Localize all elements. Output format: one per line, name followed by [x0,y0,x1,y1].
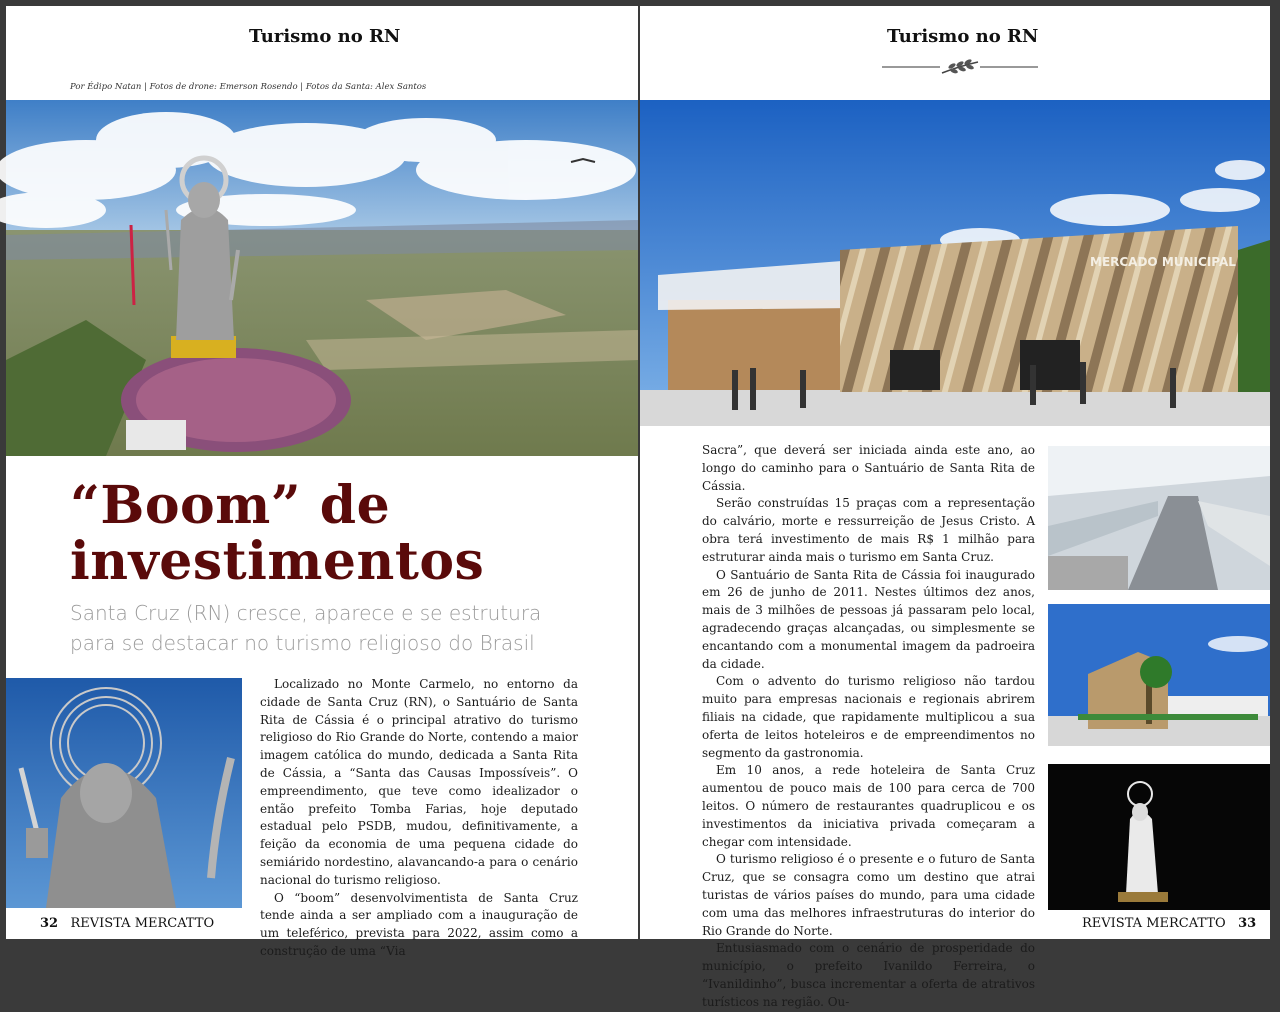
market-building-photo [640,100,1270,426]
magazine-name: REVISTA MERCATTO [1082,916,1226,931]
paragraph: Serão construídas 15 praças com a representação do calvário, morte e ressurreição de Jesus Cristo. A obra terá investimento de mais R$ 1 milhão para estruturar ainda mais o turismo em Santa Cruz. [702,496,1035,564]
left-page [6,6,638,958]
left-footer [40,916,214,931]
wheat-ornament-icon [882,56,1038,78]
paragraph: O turismo religioso é o presente e o futuro de Santa Cruz, que se consagra como um destino que atrai turistas de vários países do mundo, para uma cidade com uma das melhores infraestruturas do interior do Rio Grande do Norte. [702,852,1035,938]
right-footer [1082,916,1256,931]
section-title: Turismo no RN [887,26,1039,47]
market-exterior-photo [1048,604,1270,746]
page-number: 32 [40,916,59,931]
page-number: 33 [1238,916,1257,931]
paragraph: Sacra”, que deverá ser iniciada ainda este ano, ao longo do caminho para o Santuário de Santa Rita de Cássia. [702,443,1035,493]
left-body-column [260,676,578,961]
paragraph: O “boom” desenvolvimentista de Santa Cruz tende ainda a ser ampliado com a inauguração de um teleférico, prevista para 2022, assim como a construção de uma “Via [260,890,578,958]
right-page [640,6,1270,1009]
headline-line1: “Boom” de [70,475,391,536]
statue-closeup-photo [6,678,242,908]
paragraph: Localizado no Monte Carmelo, no entorno da cidade de Santa Cruz (RN), o Santuário de Santa Rita de Cássia é o principal atrativo do turismo religioso do Rio Grande do Norte, contendo a maior imagem católica do mundo, dedicada a Santa Rita de Cássia, a “Santa das Causas Impossíveis”. O empreendimento, que teve como idealizador o então prefeito Tomba Farias, hoje deputado estadual pelo PSDB, mudou, definitivamente, a feição da economia de uma pequena cidade do semiárido nordestino, alavancando-a para o cenário nacional do turismo religioso. [260,677,578,887]
paragraph: Entusiasmado com o cenário de prosperidade do município, o prefeito Ivanildo Ferreira, o “Ivanildinho”, busca incrementar a oferta de atrativos turísticos na região. Ou- [702,941,1035,1009]
section-title: Turismo no RN [249,26,401,47]
market-interior-photo [1048,446,1270,590]
deck-subtitle: Santa Cruz (RN) cresce, aparece e se estrutura para se destacar no turismo religioso do Brasil [70,601,542,655]
magazine-name: REVISTA MERCATTO [70,916,215,931]
aerial-statue-photo [6,100,638,456]
paragraph: O Santuário de Santa Rita de Cássia foi inaugurado em 26 de junho de 2011. Nestes últimos dez anos, mais de 3 milhões de pessoas já passaram pelo local, agradecendo graças alcançadas, ou simplesmente se encantando com a monumental imagem da padroeira da cidade. [702,567,1035,671]
right-body-column [702,442,1035,1012]
photo-credits: Por Édipo Natan | Fotos de drone: Emerson Rosendo | Fotos da Santa: Alex Santos [70,82,427,92]
building-sign: MERCADO MUNICIPAL [1090,255,1236,269]
headline [70,475,485,592]
paragraph: Em 10 anos, a rede hoteleira de Santa Cruz aumentou de pouco mais de 100 para cerca de 700 leitos. O número de restaurantes quadruplicou e os investimentos da iniciativa privada começaram a chegar com intensidade. [702,763,1035,849]
paragraph: Com o advento do turismo religioso não tardou muito para empresas nacionais e regionais abrirem filiais na cidade, que rapidamente multiplicou a sua oferta de leitos hoteleiros e de empreendimentos no segmento da gastronomia. [702,674,1035,760]
statue-night-photo [1048,764,1270,910]
headline-line2: investimentos [70,531,485,592]
